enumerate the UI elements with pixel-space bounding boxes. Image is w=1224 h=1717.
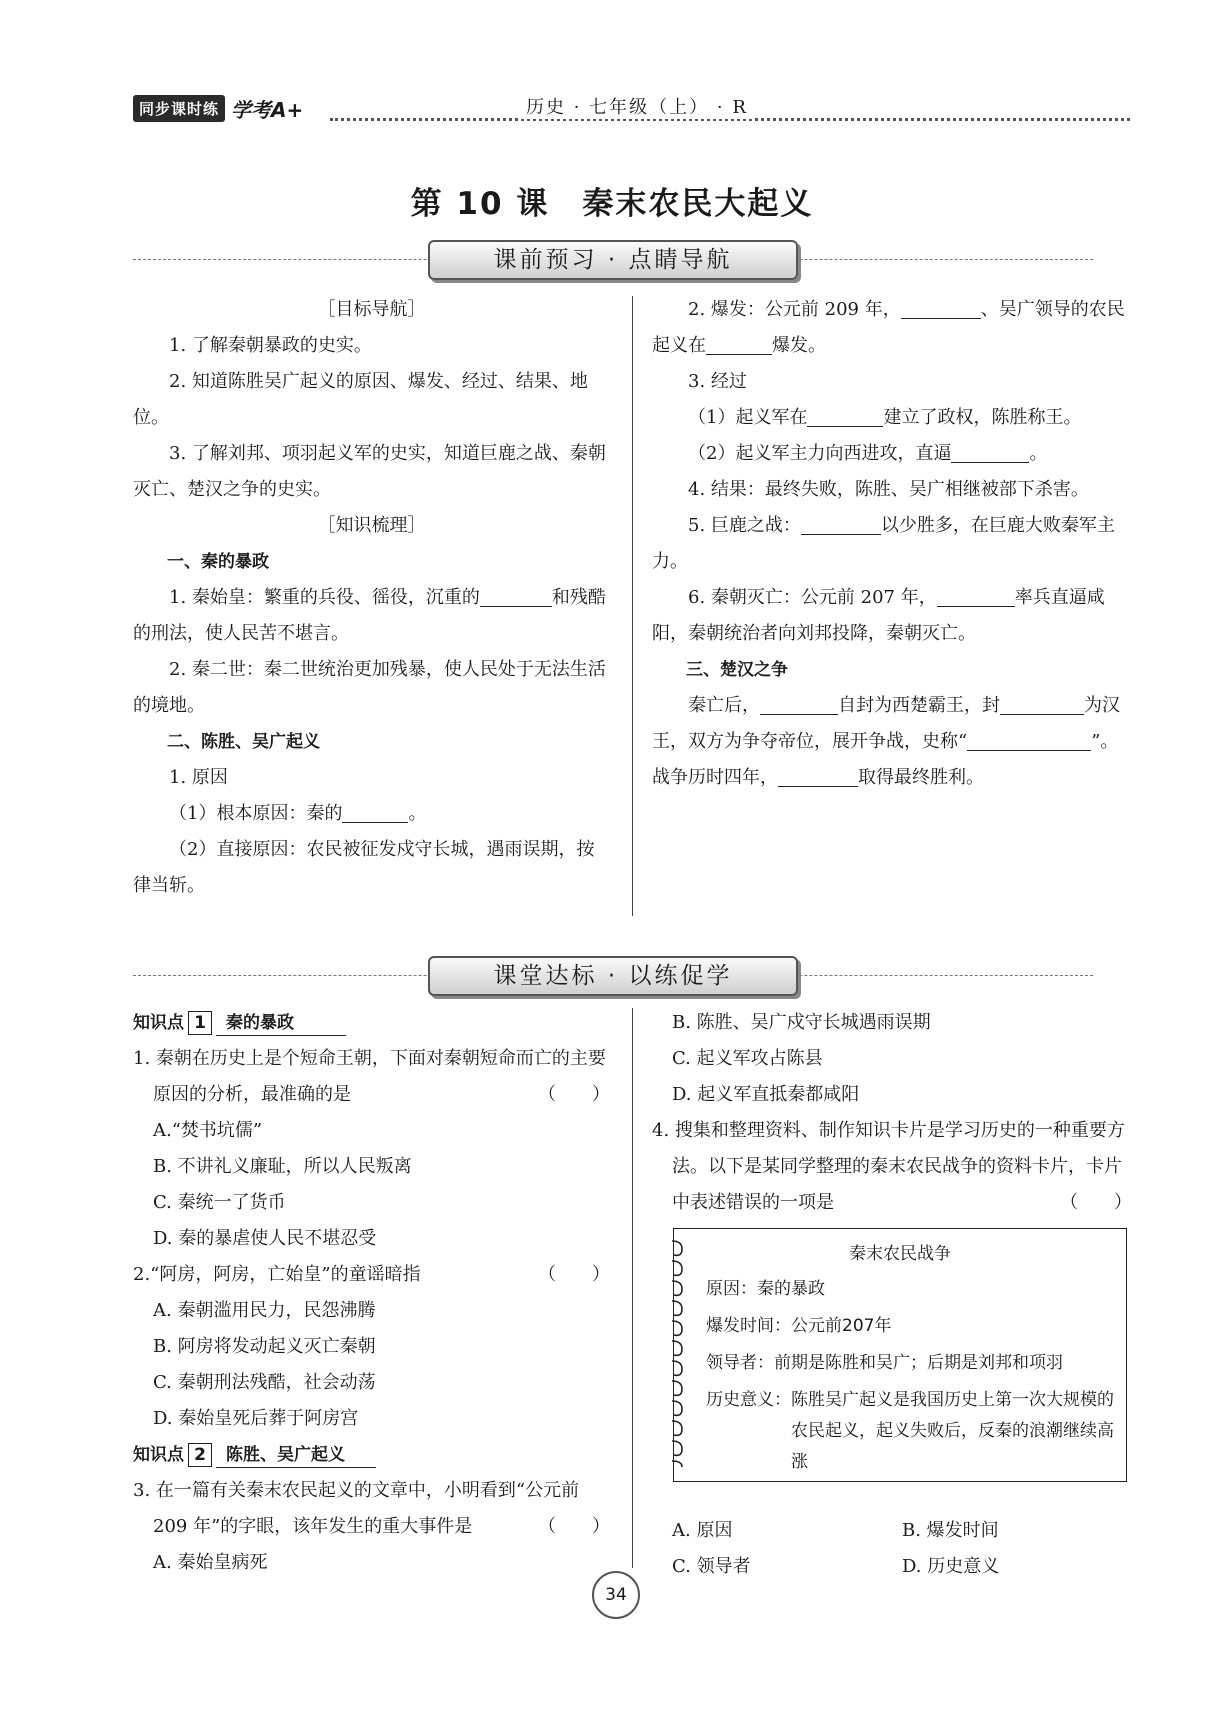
answer-blank[interactable] <box>706 336 772 355</box>
paragraph: （2）起义军主力向西进攻，直逼 。 <box>688 443 1048 464</box>
option[interactable]: D. 起义军直抵秦都咸阳 <box>672 1084 860 1105</box>
option[interactable]: A. 秦朝滥用民力，民怨沸腾 <box>153 1300 376 1321</box>
section2-left-column <box>133 1005 610 1581</box>
option[interactable]: C. 起义军攻占陈县 <box>672 1048 823 1069</box>
subheading-qin-tyranny: 一、秦的暴政 <box>167 552 269 572</box>
option[interactable]: D. 秦的暴虐使人民不堪忍受 <box>153 1228 377 1249</box>
series-badge: 同步课时练 <box>133 95 225 122</box>
paragraph: （1）起义军在 建立了政权，陈胜称王。 <box>688 407 1082 428</box>
option[interactable]: A. 原因 <box>672 1520 733 1541</box>
answer-bracket[interactable]: （ ） <box>538 1516 610 1537</box>
question-4: 4. 搜集和整理资料、制作知识卡片是学习历史的一种重要方法。以下是某同学整理的秦末农民战争的资料卡片，卡片中表述错误的一项是 （ ） <box>652 1113 1132 1221</box>
q4-options-left <box>672 1513 902 1585</box>
answer-blank[interactable] <box>801 516 881 535</box>
option[interactable]: D. 秦始皇死后葬于阿房宫 <box>153 1408 359 1429</box>
goal-heading: ［目标导航］ <box>317 299 426 320</box>
knowledge-point-2: 知识点 2 陈胜、吴广起义 <box>133 1437 610 1473</box>
paragraph: 3. 经过 <box>688 371 747 392</box>
section1-column-divider <box>632 296 633 916</box>
answer-blank[interactable] <box>951 444 1029 463</box>
q4-options-right <box>902 1513 1132 1585</box>
answer-blank[interactable] <box>901 300 981 319</box>
option[interactable]: A. 秦始皇病死 <box>153 1552 268 1573</box>
paragraph: 2. 爆发：公元前 209 年， 、吴广领导的农民起义在 爆发。 <box>652 299 1125 356</box>
page-number: 34 <box>592 1571 640 1619</box>
answer-bracket[interactable]: （ ） <box>538 1084 610 1105</box>
option[interactable]: B. 陈胜、吴广戍守长城遇雨误期 <box>672 1012 931 1033</box>
card-row: 原因： 秦的暴政 <box>706 1279 825 1299</box>
option[interactable]: C. 秦朝刑法残酷，社会动荡 <box>153 1372 376 1393</box>
card-title: 秦末农民战争 <box>849 1244 951 1264</box>
goal-item: 3. 了解刘邦、项羽起义军的史实，知道巨鹿之战、秦朝灭亡、楚汉之争的史实。 <box>133 443 606 500</box>
paragraph: 6. 秦朝灭亡：公元前 207 年， 率兵直逼咸阳，秦朝统治者向刘邦投降，秦朝灭亡。 <box>652 587 1105 644</box>
paragraph: 秦亡后， 自封为西楚霸王，封 为汉王，双方为争夺帝位，展开争战，史称“ ”。战争历时四年， 取得最终胜利。 <box>652 695 1120 788</box>
option[interactable]: C. 秦统一了货币 <box>153 1192 286 1213</box>
paragraph: （2）直接原因：农民被征发戍守长城，遇雨误期，按律当斩。 <box>133 839 595 896</box>
card-body <box>706 1271 1120 1478</box>
card-row: 历史意义： 陈胜吴广起义是我国历史上第一次大规模的农民起义，起义失败后，反秦的浪潮继续高涨 <box>706 1390 1114 1472</box>
paragraph: 5. 巨鹿之战： 以少胜多，在巨鹿大败秦军主力。 <box>652 515 1115 572</box>
knowledge-heading: ［知识梳理］ <box>317 515 426 536</box>
paragraph: 1. 原因 <box>169 767 228 788</box>
option[interactable]: B. 爆发时间 <box>902 1520 999 1541</box>
lesson-title: 第 10 课 秦末农民大起义 <box>410 186 814 222</box>
knowledge-point-1: 知识点 1 秦的暴政 <box>133 1005 610 1041</box>
section1-left-column <box>133 292 610 904</box>
answer-blank[interactable] <box>1000 696 1084 715</box>
section1-banner: 课前预习 · 点睛导航 <box>428 240 798 280</box>
answer-blank[interactable] <box>937 588 1015 607</box>
card-row: 领导者： 前期是陈胜和吴广；后期是刘邦和项羽 <box>706 1353 1063 1373</box>
option[interactable]: B. 不讲礼义廉耻，所以人民叛离 <box>153 1156 412 1177</box>
question-2: 2.“阿房，阿房，亡始皇”的童谣暗指 （ ） <box>133 1257 610 1293</box>
section2-column-divider <box>632 1008 633 1568</box>
section2-right-column <box>652 1005 1132 1221</box>
option[interactable]: D. 历史意义 <box>902 1556 1000 1577</box>
option[interactable]: B. 阿房将发动起义灭亡秦朝 <box>153 1336 376 1357</box>
header-course-title: 历史 · 七年级（上） · R <box>520 93 754 119</box>
section1-right-column <box>652 292 1132 796</box>
paragraph: （1）根本原因：秦的 。 <box>169 803 427 824</box>
answer-blank[interactable] <box>778 768 858 787</box>
goal-item: 1. 了解秦朝暴政的史实。 <box>169 335 372 356</box>
answer-blank[interactable] <box>967 732 1091 751</box>
spiral-binding-icon <box>666 1235 692 1475</box>
series-logo: 学考A+ <box>231 97 304 122</box>
card-row: 爆发时间： 公元前207年 <box>706 1316 892 1336</box>
answer-bracket[interactable]: （ ） <box>1060 1192 1132 1213</box>
question-1: 1. 秦朝在历史上是个短命王朝，下面对秦朝短命而亡的主要原因的分析，最准确的是 （ ） <box>133 1041 610 1113</box>
answer-blank[interactable] <box>760 696 838 715</box>
paragraph: 2. 秦二世：秦二世统治更加残暴，使人民处于无法生活的境地。 <box>133 659 606 716</box>
paragraph: 4. 结果：最终失败，陈胜、吴广相继被部下杀害。 <box>688 479 1089 500</box>
subheading-chu-han: 三、楚汉之争 <box>686 660 788 680</box>
subheading-chensheng-wuguang: 二、陈胜、吴广起义 <box>167 732 320 752</box>
knowledge-card <box>673 1228 1127 1482</box>
option[interactable]: A.“焚书坑儒” <box>153 1120 263 1141</box>
option[interactable]: C. 领导者 <box>672 1556 751 1577</box>
answer-bracket[interactable]: （ ） <box>538 1264 610 1285</box>
answer-blank[interactable] <box>807 408 883 427</box>
goal-item: 2. 知道陈胜吴广起义的原因、爆发、经过、结果、地位。 <box>133 371 588 428</box>
question-3: 3. 在一篇有关秦末农民起义的文章中，小明看到“公元前 209 年”的字眼，该年发生的重大事件是 （ ） <box>133 1473 610 1545</box>
answer-blank[interactable] <box>480 588 552 607</box>
paragraph: 1. 秦始皇：繁重的兵役、徭役，沉重的 和残酷的刑法，使人民苦不堪言。 <box>133 587 606 644</box>
series-brand <box>133 94 303 122</box>
section2-banner: 课堂达标 · 以练促学 <box>428 956 798 996</box>
answer-blank[interactable] <box>342 804 408 823</box>
